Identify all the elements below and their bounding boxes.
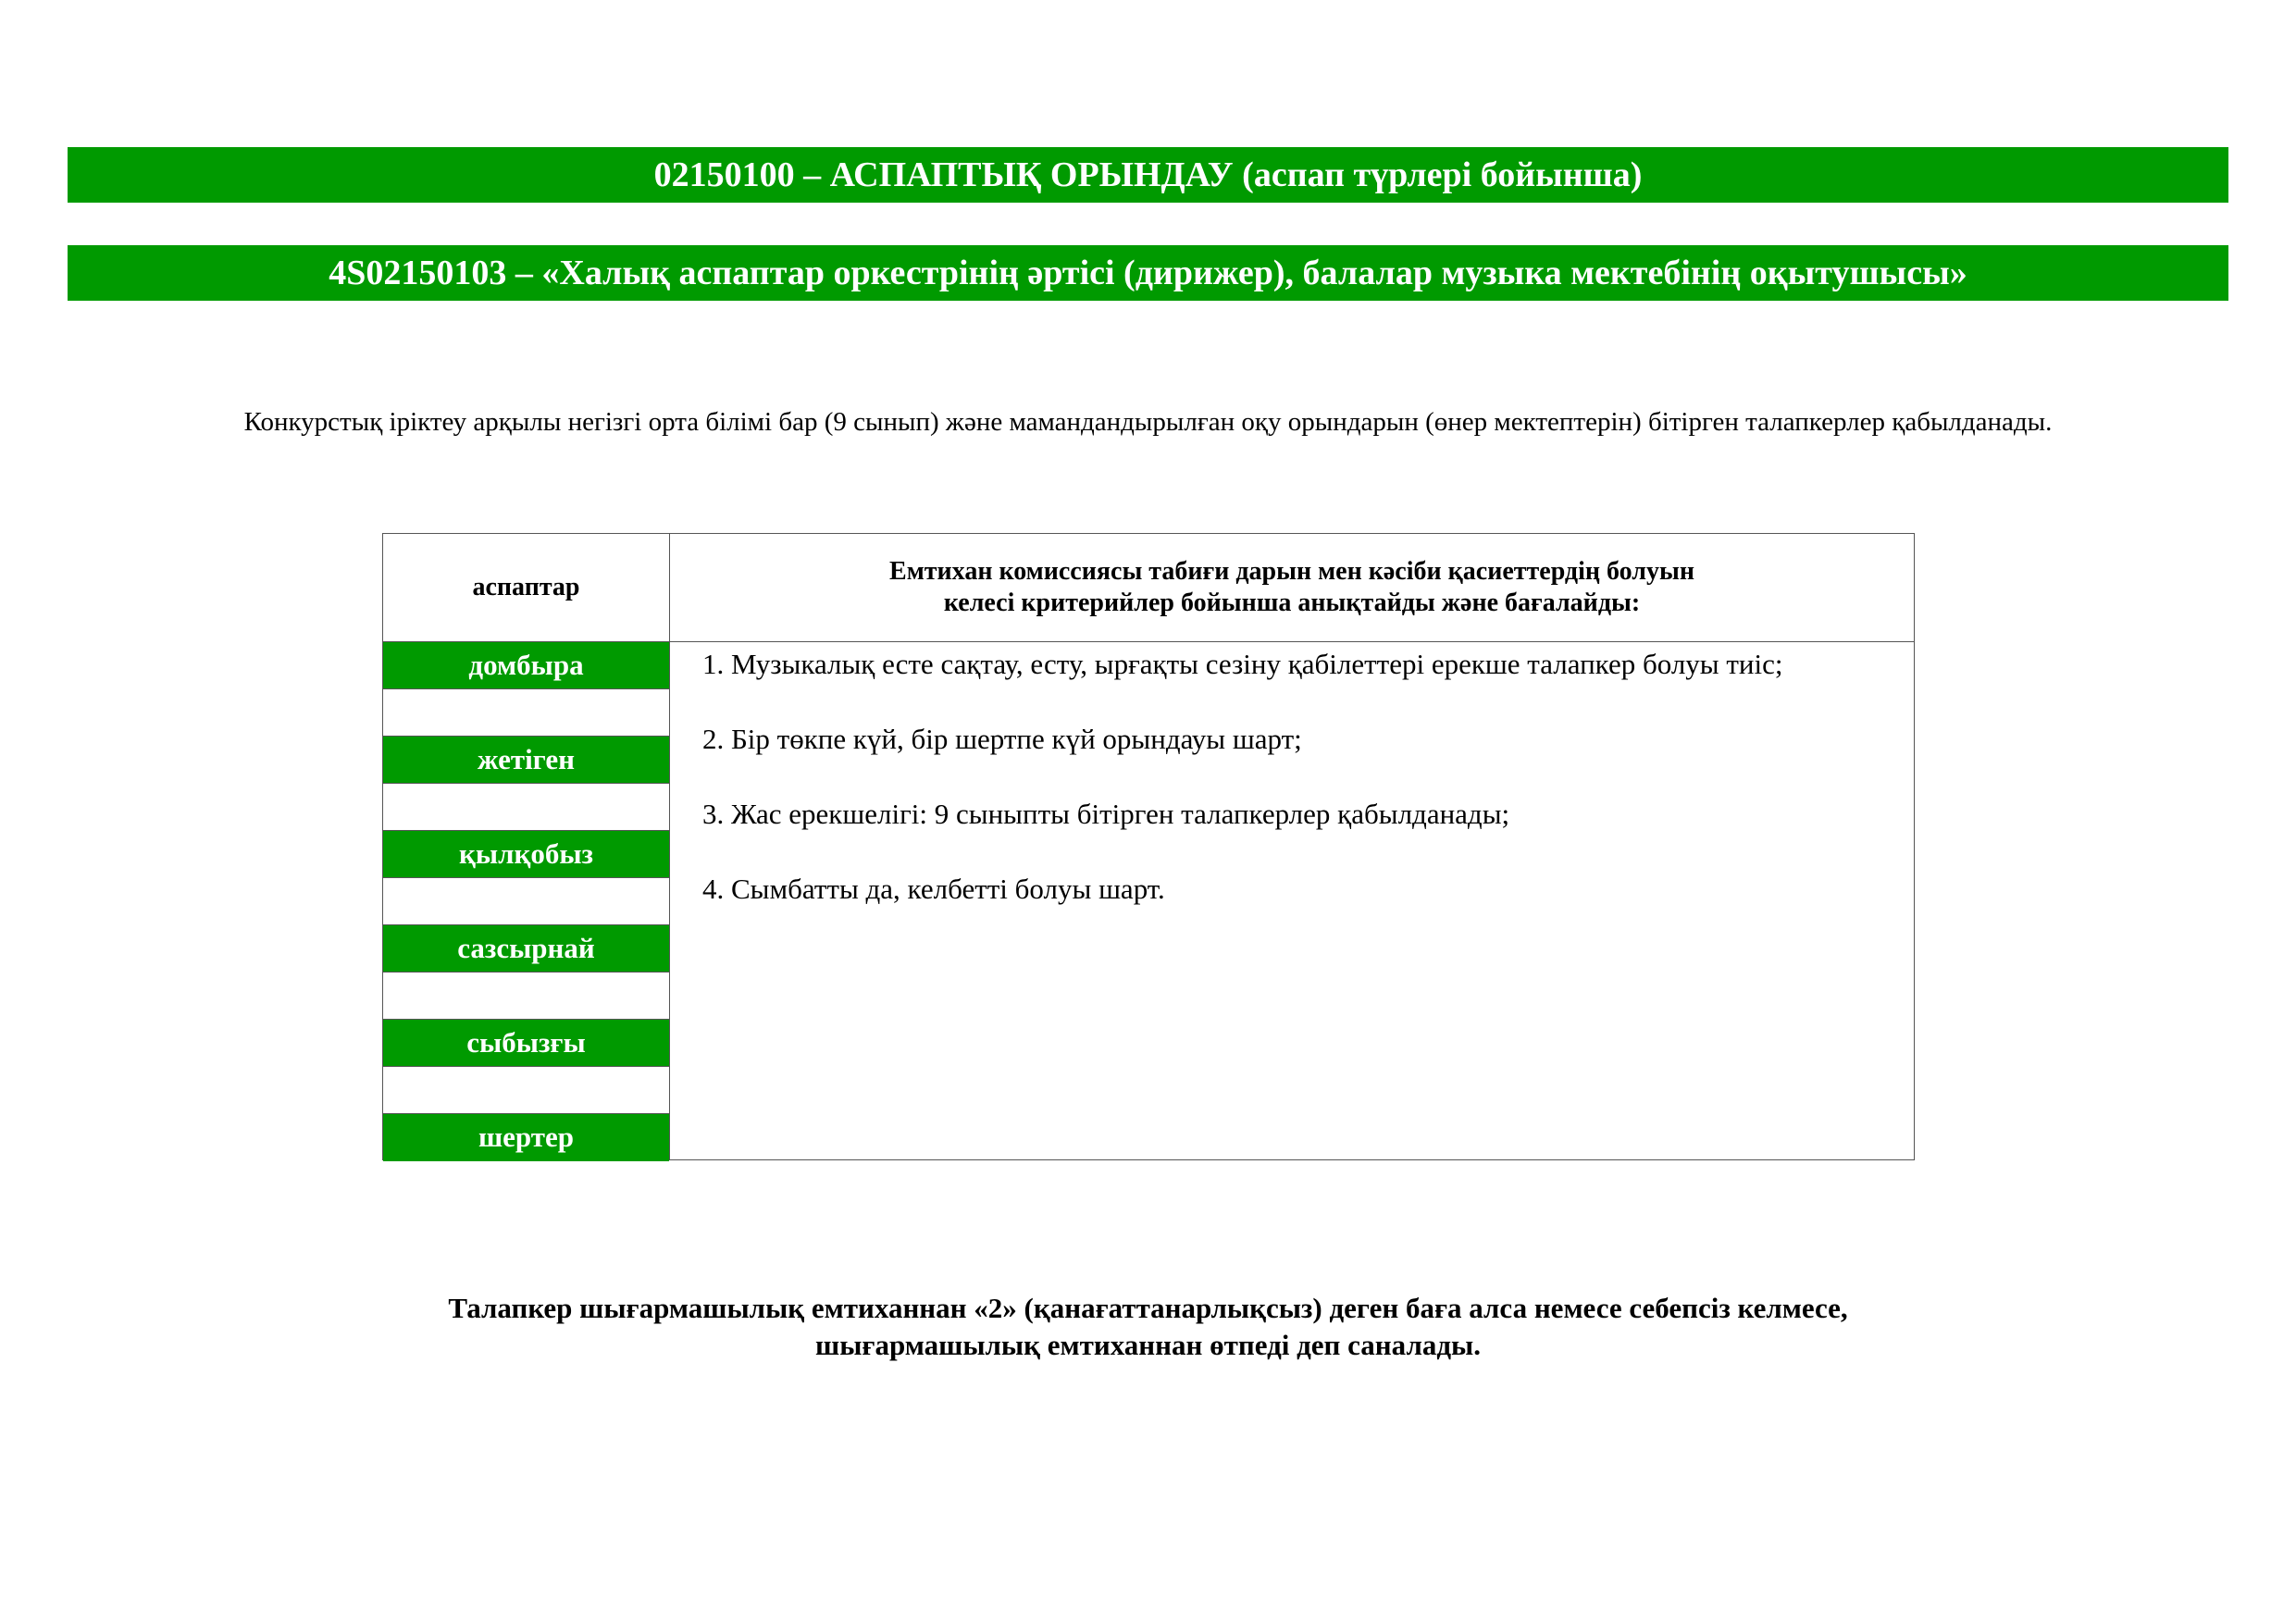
criteria-header-line1: Емтихан комиссиясы табиғи дарын мен кәсіби қасиеттердің болуын xyxy=(889,557,1694,586)
instrument-row: шертер xyxy=(383,1114,669,1161)
instrument-spacer-row xyxy=(383,784,669,831)
instrument-row: домбыра xyxy=(383,642,669,689)
admission-intro-text: Конкурстық іріктеу арқылы негізгі орта білімі бар (9 сынып) және мамандандырылған оқу орындарын (өнер мектептерін) бітірген талапкерлер қабылданады. xyxy=(243,407,2053,437)
qualification-banner: 4S02150103 – «Халық аспаптар оркестрінің әртісі (дирижер), балалар музыка мектебінің оқытушысы» xyxy=(68,245,2228,301)
criteria-item: 2. Бір төкпе күй, бір шертпе күй орындауы шарт; xyxy=(702,723,1302,755)
instruments-header-label: аспаптар xyxy=(472,573,580,601)
instrument-spacer-row xyxy=(383,973,669,1020)
specialty-banner: 02150100 – АСПАПТЫҚ ОРЫНДАУ (аспап түрлері бойынша) xyxy=(68,147,2228,203)
instrument-spacer-row xyxy=(383,689,669,737)
criteria-item: 4. Сымбатты да, келбетті болуы шарт. xyxy=(702,873,1165,905)
exam-failure-note xyxy=(0,1290,2296,1364)
instrument-row: жетіген xyxy=(383,737,669,784)
instrument-row: сыбызғы xyxy=(383,1020,669,1067)
instrument-row: қылқобыз xyxy=(383,831,669,878)
instruments-column-header xyxy=(383,534,670,642)
criteria-list xyxy=(702,642,1895,942)
criteria-table xyxy=(382,533,1915,1160)
criteria-item: 1. Музыкалық есте сақтау, есту, ырғақты сезіну қабілеттері ерекше талапкер болуы тиіс; xyxy=(702,648,1783,680)
instruments-column xyxy=(383,642,670,1159)
instrument-spacer-row xyxy=(383,1067,669,1114)
criteria-header-line2: келесі критерийлер бойынша анықтайды және бағалайды: xyxy=(943,588,1641,617)
exam-failure-note-line2: шығармашылық емтиханнан өтпеді деп саналады. xyxy=(815,1329,1481,1361)
instrument-spacer-row xyxy=(383,878,669,925)
criteria-column-header xyxy=(670,534,1914,642)
exam-failure-note-line1: Талапкер шығармашылық емтиханнан «2» (қанағаттанарлықсыз) деген баға алса немесе себепсіз келмесе, xyxy=(448,1292,1848,1324)
criteria-item: 3. Жас ерекшелігі: 9 сыныпты бітірген талапкерлер қабылданады; xyxy=(702,798,1510,830)
instrument-row: сазсырнай xyxy=(383,925,669,973)
